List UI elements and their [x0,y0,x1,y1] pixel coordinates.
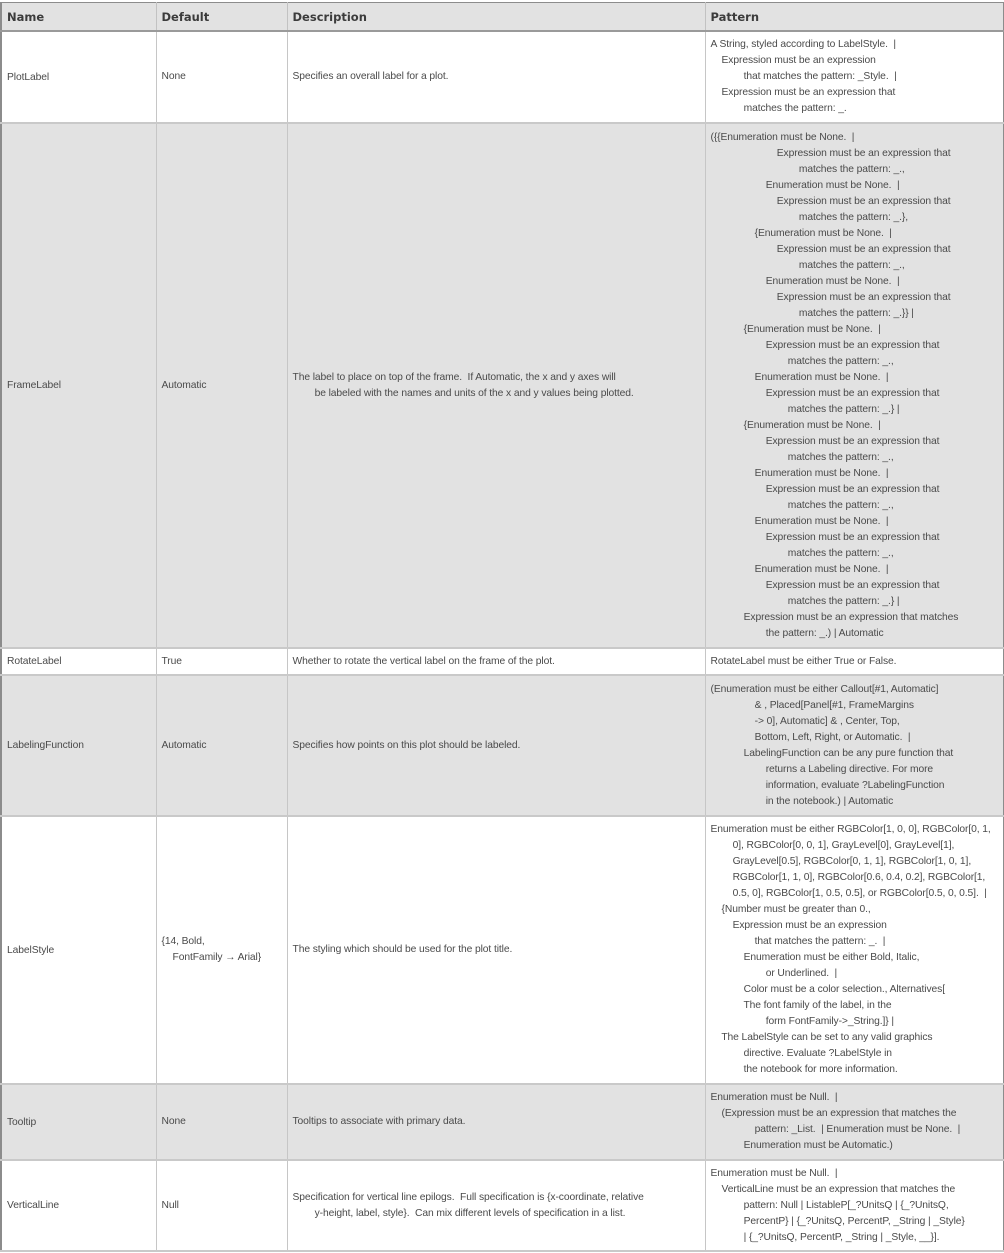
option-pattern-cell-line: or Underlined. | [710,968,838,979]
option-description-cell [287,816,705,1084]
option-default-cell-line: Automatic [161,379,207,391]
option-pattern-cell-line: information, evaluate ?LabelingFunction [710,779,945,791]
option-name-cell: RotateLabel [1,648,156,675]
option-default-cell-line: None [161,1116,186,1127]
option-pattern-cell-line: The LabelStyle can be set to any valid graphics [710,1032,933,1043]
option-pattern-cell-line: Enumeration must be None. | [710,467,889,479]
option-default-cell [156,31,287,123]
option-default-cell-line: True [161,655,182,667]
option-pattern-cell-line: RotateLabel must be either True or False. [710,655,897,667]
option-pattern-cell-line: Expression must be an expression [710,920,887,931]
option-pattern-cell-line: 0.5, 0], RGBColor[1, 0.5, 0.5], or RGBColor[0.5, 0, 0.5]. | [710,888,987,899]
option-pattern-cell-line: Enumeration must be Automatic.) [710,1140,893,1151]
option-name-cell: FrameLabel [1,123,156,648]
column-header-name: Name [1,3,156,32]
option-pattern-cell-line: Expression must be an expression that [710,87,896,98]
option-pattern-cell [705,648,1004,675]
option-pattern-cell-line: matches the pattern: _.} | [710,595,900,607]
option-pattern-cell-line: -> 0], Automatic] & , Center, Top, [710,715,900,727]
option-pattern-cell-line: Expression must be an expression that matches [710,611,959,623]
option-pattern-cell-line: the pattern: _.) | Automatic [710,627,884,639]
option-pattern-cell-line: Enumeration must be None. | [710,515,889,527]
option-pattern-cell-line: matches the pattern: _. [710,103,847,114]
option-default-cell [156,816,287,1084]
option-description-cell-line: Specification for vertical line epilogs. Full specification is {x-coordinate, relative [292,1191,644,1203]
option-pattern-cell [705,816,1004,1084]
column-header-description: Description [287,3,705,32]
option-pattern-cell-line: matches the pattern: _.} | [710,403,900,415]
option-pattern-cell-line: directive. Evaluate ?LabelStyle in [710,1048,892,1059]
option-pattern-cell-line: matches the pattern: _.}, [710,211,908,223]
option-description-cell [287,648,705,675]
option-default-cell-line: FontFamily → Arial} [161,952,262,963]
option-pattern-cell-line: returns a Labeling directive. For more [710,763,934,775]
option-pattern-cell-line: Expression must be an expression that [710,483,940,495]
table-row [1,648,1004,675]
option-pattern-cell-line: ({{Enumeration must be None. | [710,131,855,143]
table-row [1,1084,1004,1160]
option-default-cell [156,1160,287,1251]
option-pattern-cell-line: matches the pattern: _., [710,499,894,511]
option-pattern-cell-line: Color must be a color selection., Alternatives[ [710,984,945,995]
option-pattern-cell-line: Enumeration must be Null. | [710,1092,838,1103]
option-pattern-cell-line: form FontFamily->_String.]} | [710,1016,894,1027]
option-pattern-cell-line: Expression must be an expression [710,55,876,66]
column-header-default: Default [156,3,287,32]
option-description-cell-line: Whether to rotate the vertical label on the frame of the plot. [292,655,555,667]
option-pattern-cell-line: Bottom, Left, Right, or Automatic. | [710,731,911,743]
option-pattern-cell-line: pattern: _List. | Enumeration must be None. | [710,1124,961,1135]
option-pattern-cell-line: (Enumeration must be either Callout[#1, Automatic] [710,683,939,695]
option-description-cell-line: The styling which should be used for the plot title. [292,944,513,955]
option-pattern-cell-line: Enumeration must be None. | [710,179,900,191]
option-pattern-cell-line: the notebook for more information. [710,1064,898,1075]
option-pattern-cell-line: GrayLevel[0.5], RGBColor[0, 1, 1], RGBColor[1, 0, 1], [710,856,972,867]
option-pattern-cell-line: in the notebook.) | Automatic [710,795,894,807]
option-pattern-cell-line: Enumeration must be Null. | [710,1167,838,1179]
option-pattern-cell-line: RGBColor[1, 1, 0], RGBColor[0.6, 0.4, 0.2], RGBColor[1, [710,872,986,883]
option-pattern-cell-line: Expression must be an expression that [710,387,940,399]
options-table [0,2,1004,1252]
option-description-cell-line: Tooltips to associate with primary data. [292,1116,466,1127]
option-default-cell [156,648,287,675]
option-pattern-cell-line: Enumeration must be None. | [710,371,889,383]
table-row [1,816,1004,1084]
option-default-cell [156,123,287,648]
option-default-cell-line: Automatic [161,739,207,751]
option-description-cell [287,675,705,816]
option-name-cell: PlotLabel [1,31,156,123]
table-row [1,123,1004,648]
option-pattern-cell-line: Enumeration must be either RGBColor[1, 0, 0], RGBColor[0, 1, [710,824,991,835]
column-header-pattern: Pattern [705,3,1004,32]
option-pattern-cell [705,1084,1004,1160]
option-pattern-cell-line: matches the pattern: _., [710,451,894,463]
option-default-cell-line: Null [161,1199,179,1211]
option-pattern-cell-line: Enumeration must be None. | [710,563,889,575]
table-row [1,1160,1004,1251]
option-pattern-cell-line: that matches the pattern: _. | [710,936,886,947]
option-pattern-cell-line: Expression must be an expression that [710,435,940,447]
option-default-cell [156,1084,287,1160]
option-description-cell-line: be labeled with the names and units of the x and y values being plotted. [292,387,634,399]
option-pattern-cell-line: (Expression must be an expression that matches the [710,1108,957,1119]
option-pattern-cell-line: Expression must be an expression that [710,243,951,255]
option-pattern-cell-line: Expression must be an expression that [710,291,951,303]
option-pattern-cell-line: pattern: Null | ListableP[_?UnitsQ | {_?UnitsQ, [710,1199,949,1211]
option-pattern-cell-line: matches the pattern: _.}} | [710,307,914,319]
header-row [1,3,1004,32]
option-pattern-cell-line: Expression must be an expression that [710,339,940,351]
option-name-cell: Tooltip [1,1084,156,1160]
option-pattern-cell-line: that matches the pattern: _Style. | [710,71,897,82]
option-description-cell-line: Specifies how points on this plot should be labeled. [292,739,521,751]
option-pattern-cell-line: VerticalLine must be an expression that matches the [710,1183,956,1195]
option-pattern-cell-line: matches the pattern: _., [710,259,905,271]
option-pattern-cell-line: Enumeration must be either Bold, Italic, [710,952,920,963]
option-description-cell [287,123,705,648]
option-name-cell: VerticalLine [1,1160,156,1251]
option-pattern-cell-line: matches the pattern: _., [710,163,905,175]
option-pattern-cell-line: {Enumeration must be None. | [710,419,881,431]
option-pattern-cell-line: PercentP} | {_?UnitsQ, PercentP, _String | _Style} [710,1215,965,1227]
option-pattern-cell-line: {Enumeration must be None. | [710,227,892,239]
option-description-cell [287,31,705,123]
option-pattern-cell-line: Expression must be an expression that [710,195,951,207]
option-pattern-cell-line: {Number must be greater than 0., [710,904,871,915]
option-pattern-cell-line: | {_?UnitsQ, PercentP, _String | _Style, __}]. [710,1231,940,1243]
option-default-cell [156,675,287,816]
table-row [1,31,1004,123]
option-pattern-cell-line: 0], RGBColor[0, 0, 1], GrayLevel[0], GrayLevel[1], [710,840,955,851]
option-description-cell [287,1084,705,1160]
option-description-cell-line: The label to place on top of the frame. If Automatic, the x and y axes will [292,371,616,383]
option-description-cell-line: Specifies an overall label for a plot. [292,71,449,82]
option-pattern-cell-line: {Enumeration must be None. | [710,323,881,335]
option-pattern-cell-line: matches the pattern: _., [710,355,894,367]
option-pattern-cell [705,31,1004,123]
option-name-cell: LabelStyle [1,816,156,1084]
option-pattern-cell-line: A String, styled according to LabelStyle. | [710,39,896,50]
option-pattern-cell-line: The font family of the label, in the [710,1000,892,1011]
option-pattern-cell-line: Expression must be an expression that [710,147,951,159]
option-pattern-cell-line: & , Placed[Panel[#1, FrameMargins [710,699,914,711]
option-pattern-cell-line: Enumeration must be None. | [710,275,900,287]
option-pattern-cell-line: Expression must be an expression that [710,531,940,543]
option-pattern-cell-line: LabelingFunction can be any pure function that [710,747,954,759]
option-pattern-cell [705,675,1004,816]
option-name-cell: LabelingFunction [1,675,156,816]
option-default-cell-line: {14, Bold, [161,936,205,947]
option-pattern-cell [705,1160,1004,1251]
table-row [1,675,1004,816]
option-pattern-cell-line: Expression must be an expression that [710,579,940,591]
option-pattern-cell-line: matches the pattern: _., [710,547,894,559]
option-description-cell [287,1160,705,1251]
option-description-cell-line: y-height, label, style}. Can mix different levels of specification in a list. [292,1207,626,1219]
option-pattern-cell [705,123,1004,648]
option-default-cell-line: None [161,71,186,82]
